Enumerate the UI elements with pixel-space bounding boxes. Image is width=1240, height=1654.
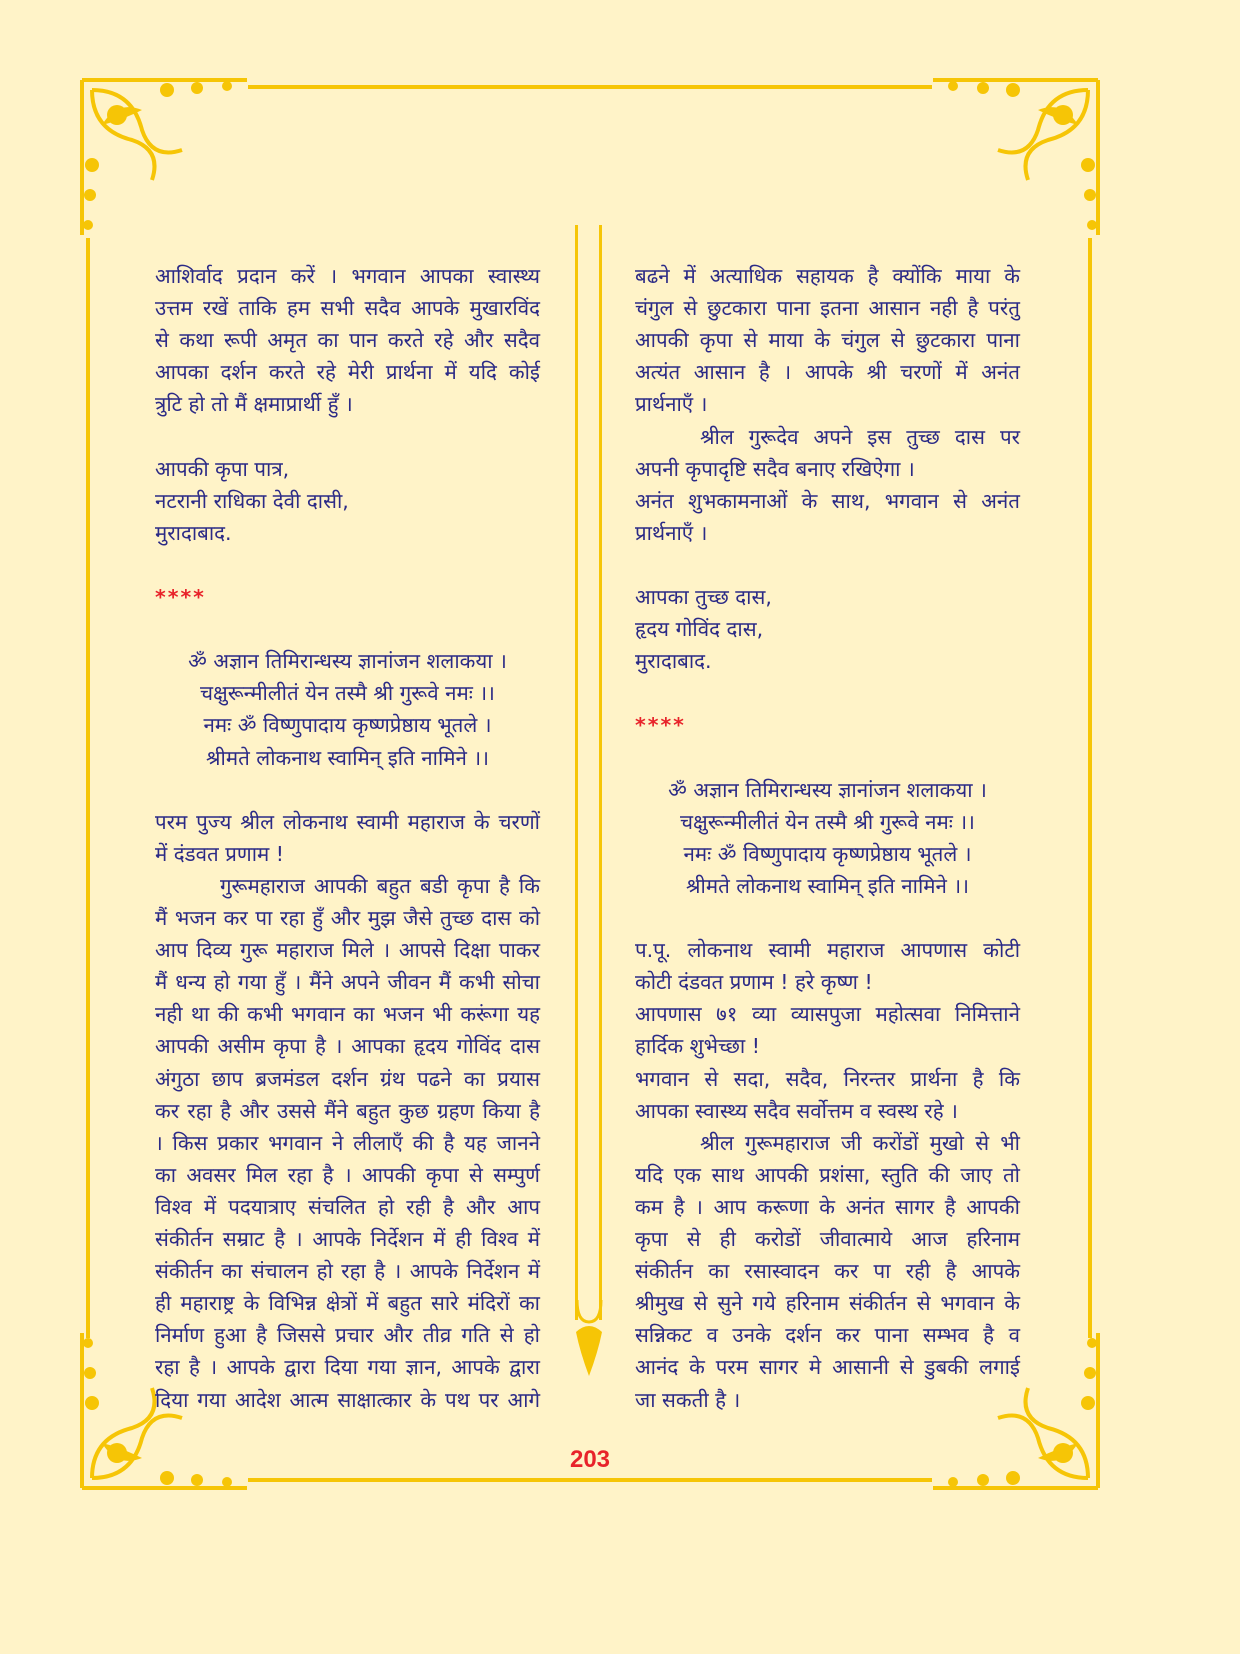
text-line: आपकी असीम कृपा है । आपका हृदय गोविंद दास [155, 1034, 540, 1059]
text-line: मैं भजन कर पा रहा हुँ और मुझ जैसे तुच्छ दास को [155, 906, 540, 930]
text-line: में दंडवत प्रणाम ! [155, 841, 285, 866]
signature-line: नटरानी राधिका देवी दासी, [155, 488, 349, 513]
text-line: गुरूमहाराज आपकी बहुत बडी कृपा है कि [220, 873, 540, 898]
text-line: परम पुज्य श्रील लोकनाथ स्वामी महाराज के चरणों [155, 809, 540, 834]
text-line: श्रीमुख से सुने गये हरिनाम संकीर्तन से भगवान के [635, 1291, 1020, 1316]
text-line: यदि एक साथ आपकी प्रशंसा, स्तुति की जाए तो [635, 1162, 1020, 1187]
signature-line: मुरादाबाद. [635, 649, 712, 674]
text-line: ही महाराष्ट्र के विभिन्न क्षेत्रों में बहुत सारे मंदिरों का [155, 1291, 540, 1316]
text-line: हार्दिक शुभेच्छा ! [635, 1034, 760, 1059]
verse-line: चक्षुरून्मीलीतं येन तस्मै श्री गुरूवे नमः ।। [200, 681, 495, 706]
text-line: कृपा से ही करोडों जीवात्माये आज हरिनाम [635, 1227, 1020, 1251]
text-line: प.पू. लोकनाथ स्वामी महाराज आपणास कोटी [635, 938, 1020, 963]
text-line: आशिर्वाद प्रदान करें । भगवान आपका स्वास्थ्य [155, 264, 540, 288]
text-line: नही था की कभी भगवान का भजन भी करूंगा यह [155, 1002, 540, 1027]
text-line: कम है । आप करूणा के अनंत सागर है आपकी [635, 1194, 1020, 1219]
text-line: रहा है । आपके द्वारा दिया गया ज्ञान, आपके द्वारा [155, 1355, 540, 1380]
text-line: अपनी कृपादृष्टि सदैव बनाए रखिऐगा । [635, 456, 915, 481]
corner-ornament-top-right [928, 70, 1108, 250]
text-line: आनंद के परम सागर मे आसानी से डुबकी लगाई [635, 1355, 1020, 1380]
text-line: प्रार्थनाएँ । [635, 520, 708, 545]
signature-line: आपकी कृपा पात्र, [155, 456, 290, 481]
text-line: निर्माण हुआ है जिससे प्रचार और तीव्र गति से हो [155, 1323, 540, 1348]
text-line: अंगुठा छाप ब्रजमंडल दर्शन ग्रंथ पढने का प्रयास [155, 1066, 540, 1091]
section-separator-stars: **** [155, 585, 206, 609]
text-line: से कथा रूपी अमृत का पान करते रहे और सदैव [155, 328, 540, 353]
center-drop-ornament [568, 1300, 610, 1380]
text-line: आप दिव्य गुरू महाराज मिले । आपसे दिक्षा पाकर [155, 938, 540, 963]
verse-line: श्रीमते लोकनाथ स्वामिन् इति नामिने ।। [686, 873, 969, 898]
text-line: श्रील गुरूमहाराज जी करोंडों मुखो से भी [700, 1130, 1020, 1155]
text-line: मैं धन्य हो गया हुँ । मैंने अपने जीवन मैं कभी सोचा [155, 970, 540, 995]
signature-line: हृदय गोविंद दास, [635, 617, 764, 642]
text-line: अत्यंत आसान है । आपके श्री चरणों में अनंत [635, 360, 1020, 385]
text-line: अनंत शुभकामनाओं के साथ, भगवान से अनंत [635, 488, 1020, 513]
text-line: उत्तम रखें ताकि हम सभी सदैव आपके मुखारविंद [155, 296, 540, 321]
text-line: चंगुल से छुटकारा पाना इतना आसान नही है परंतु [635, 296, 1020, 321]
right-border-line [1088, 238, 1092, 1338]
center-divider-right [599, 225, 602, 1320]
page-number: 203 [569, 1446, 611, 1473]
text-line: आपणास ७१ व्या व्यासपुजा महोत्सवा निमित्ताने [635, 1002, 1020, 1027]
text-line: बढने में अत्याधिक सहायक है क्योंकि माया के [635, 264, 1020, 288]
signature-line: आपका तुच्छ दास, [635, 585, 772, 609]
text-line: भगवान से सदा, सदैव, निरन्तर प्रार्थना है कि [635, 1066, 1020, 1091]
top-border-line [248, 85, 932, 89]
text-line: कोटी दंडवत प्रणाम ! हरे कृष्ण ! [635, 970, 873, 995]
text-line: का अवसर मिल रहा है । आपकी कृपा से सम्पुर्ण [155, 1162, 540, 1187]
verse-line: नमः ॐ विष्णुपादाय कृष्णप्रेष्ठाय भूतले । [683, 841, 972, 866]
text-line: जा सकती है । [635, 1387, 741, 1412]
left-border-line [86, 238, 90, 1338]
center-divider-left [575, 225, 578, 1320]
text-line: आपका दर्शन करते रहे मेरी प्रार्थना में यदि कोई [155, 360, 540, 385]
text-line: सन्निकट व उनके दर्शन कर पाना सम्भव है व [635, 1323, 1020, 1348]
verse-line: नमः ॐ विष्णुपादाय कृष्णप्रेष्ठाय भूतले । [203, 713, 492, 738]
corner-ornament-top-left [72, 70, 252, 250]
text-line: संकीर्तन सम्राट है । आपके निर्देशन में ही विश्व में [155, 1227, 540, 1251]
bottom-border-line [248, 1478, 932, 1482]
text-line: आपकी कृपा से माया के चंगुल से छुटकारा पाना [635, 328, 1020, 353]
text-line: संकीर्तन का रसास्वादन कर पा रही है आपके [635, 1259, 1020, 1284]
verse-line: श्रीमते लोकनाथ स्वामिन् इति नामिने ।। [206, 745, 489, 770]
text-line: विश्व में पदयात्राए संचलित हो रही है और आप [155, 1194, 540, 1219]
text-line: आपका स्वास्थ्य सदैव सर्वोत्तम व स्वस्थ रहे । [635, 1098, 958, 1123]
verse-line: चक्षुरून्मीलीतं येन तस्मै श्री गुरूवे नमः ।। [680, 809, 975, 834]
text-line: संकीर्तन का संचालन हो रहा है । आपके निर्देशन में [155, 1259, 540, 1284]
signature-line: मुरादाबाद. [155, 520, 232, 545]
text-line: श्रील गुरूदेव अपने इस तुच्छ दास पर [700, 424, 1020, 449]
verse-line: ॐ अज्ञान तिमिरान्धस्य ज्ञानांजन शलाकया । [668, 777, 987, 802]
text-line: त्रुटि हो तो मैं क्षमाप्रार्थी हुँ । [155, 392, 353, 417]
text-line: प्रार्थनाएँ । [635, 392, 708, 417]
verse-line: ॐ अज्ञान तिमिरान्धस्य ज्ञानांजन शलाकया । [188, 649, 507, 674]
text-line: । किस प्रकार भगवान ने लीलाएँ की है यह जानने [155, 1130, 540, 1155]
section-separator-stars: **** [635, 713, 686, 738]
text-line: कर रहा है और उससे मैंने बहुत कुछ ग्रहण किया है [155, 1098, 540, 1123]
text-line: दिया गया आदेश आत्म साक्षात्कार के पथ पर आगे [155, 1387, 540, 1412]
